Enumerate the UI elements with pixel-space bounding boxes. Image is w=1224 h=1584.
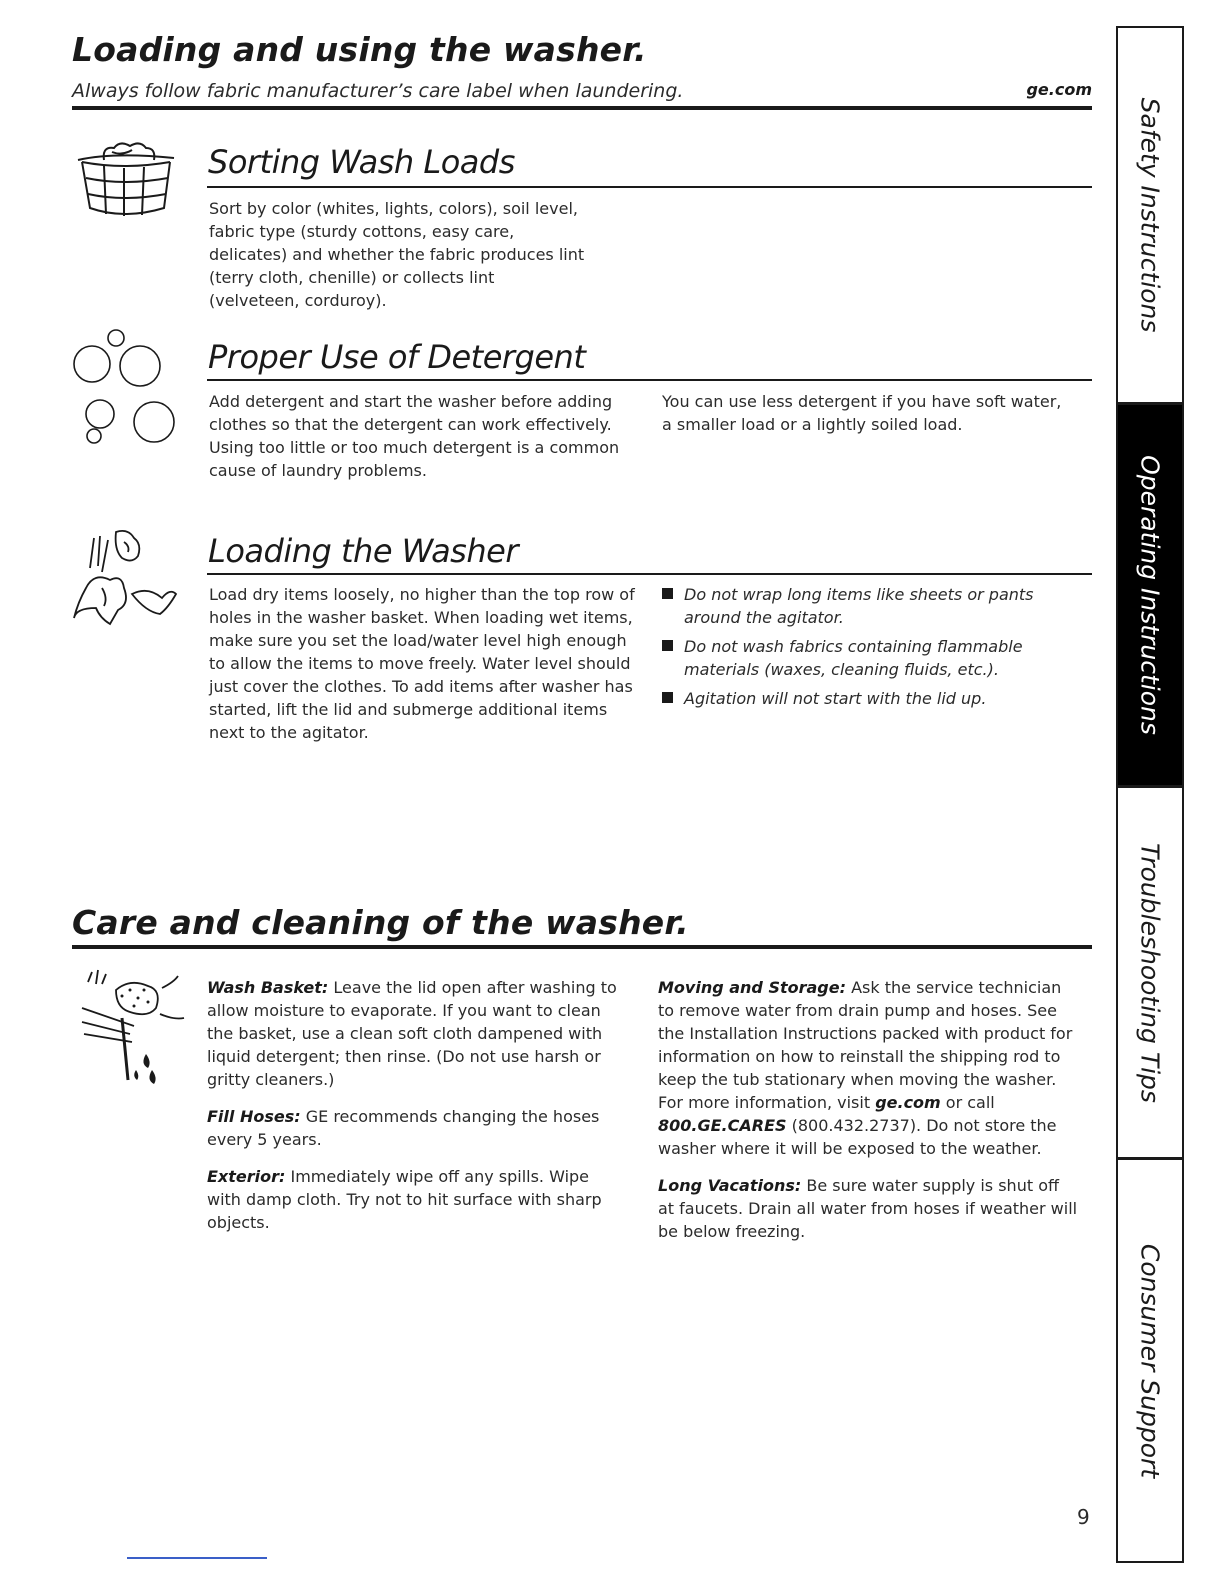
fill-hoses-text: GE recommends changing the hoses every 5 years.	[207, 1107, 600, 1149]
ge-link[interactable]: ge.com	[875, 1093, 941, 1112]
detergent-right-text: You can use less detergent if you have soft water, a smaller load or a lightly soiled load.	[662, 392, 1062, 434]
care-left-column	[207, 976, 617, 1248]
sorting-title: Sorting Wash Loads	[208, 143, 515, 181]
fill-hoses-label: Fill Hoses:	[207, 1107, 301, 1126]
page-number: 9	[1077, 1505, 1090, 1529]
page-subtitle: Always follow fabric manufacturer’s care label when laundering.	[72, 80, 684, 102]
loading-text: Load dry items loosely, no higher than the top row of holes in the washer basket. When loading wet items, make sure you set the load/water level high enough to allow the items to move freely. Water level should just cover the clothes. To add items after washer has started, lift the lid and submerge additional items next to the agitator.	[209, 585, 635, 742]
wash-basket-text: Leave the lid open after washing to allow moisture to evaporate. If you want to clean the basket, use a clean soft cloth dampened with liquid detergent; then rinse. (Do not use harsh or gritty cleaners.)	[207, 978, 617, 1089]
tab-consumer-support[interactable]	[1118, 1160, 1182, 1561]
vacations-text: Be sure water supply is shut off at faucets. Drain all water from hoses if weather will be below freezing.	[658, 1176, 1078, 1241]
sorting-rule	[207, 186, 1092, 188]
list-item: Do not wrap long items like sheets or pants around the agitator.	[662, 583, 1042, 629]
exterior-label: Exterior:	[207, 1167, 286, 1186]
footer-divider	[127, 1557, 267, 1559]
vacations-label: Long Vacations:	[658, 1176, 802, 1195]
laundry-basket-icon	[74, 140, 184, 220]
moving-text-end: (800.432.2737). Do not store the washer where it will be exposed to the weather.	[658, 1116, 1057, 1158]
tab-label: Safety Instructions	[1135, 97, 1165, 333]
care-title: Care and cleaning of the washer.	[72, 903, 689, 942]
loading-bullets	[662, 583, 1042, 716]
tab-operating-instructions[interactable]	[1118, 405, 1182, 788]
care-rule	[72, 945, 1092, 949]
detergent-rule	[207, 379, 1092, 381]
site-link[interactable]: ge.com	[1026, 80, 1092, 99]
page-title: Loading and using the washer.	[72, 30, 647, 69]
tab-safety-instructions[interactable]	[1118, 28, 1182, 405]
moving-text: Ask the service technician to remove water from drain pump and hoses. See the Installation Instructions packed with product for information on how to reinstall the shipping rod to keep the tub stationary when moving the washer. For more information, visit	[658, 978, 1073, 1112]
detergent-bubbles-icon	[72, 326, 182, 456]
phone-number[interactable]: 800.GE.CARES	[658, 1116, 787, 1135]
care-right-column	[658, 976, 1078, 1257]
tab-label: Consumer Support	[1135, 1243, 1165, 1478]
moving-text-call: or call	[940, 1093, 995, 1112]
detergent-left-text: Add detergent and start the washer before adding clothes so that the detergent can work effectively. Using too little or too much detergent is a common cause of laundry problems.	[209, 392, 620, 480]
tab-label: Operating Instructions	[1135, 455, 1165, 735]
loading-rule	[207, 573, 1092, 575]
list-item: Agitation will not start with the lid up.	[662, 687, 1042, 710]
exterior-text: Immediately wipe off any spills. Wipe with damp cloth. Try not to hit surface with sharp objects.	[207, 1167, 602, 1232]
cleaning-sponge-icon	[82, 968, 192, 1088]
sorting-text: Sort by color (whites, lights, colors), soil level, fabric type (sturdy cottons, easy care, delicates) and whether the fabric produces lint (terry cloth, chenille) or collects lint (velveteen, corduroy).	[209, 199, 585, 310]
list-item: Do not wash fabrics containing flammable materials (waxes, cleaning fluids, etc.).	[662, 635, 1042, 681]
detergent-title: Proper Use of Detergent	[208, 338, 586, 376]
header-rule	[72, 106, 1092, 110]
clothes-icon	[72, 528, 192, 628]
tab-label: Troubleshooting Tips	[1135, 842, 1165, 1103]
section-tabs	[1116, 26, 1184, 1563]
tab-troubleshooting-tips[interactable]	[1118, 788, 1182, 1160]
loading-title: Loading the Washer	[208, 532, 518, 570]
moving-label: Moving and Storage:	[658, 978, 847, 997]
wash-basket-label: Wash Basket:	[207, 978, 329, 997]
